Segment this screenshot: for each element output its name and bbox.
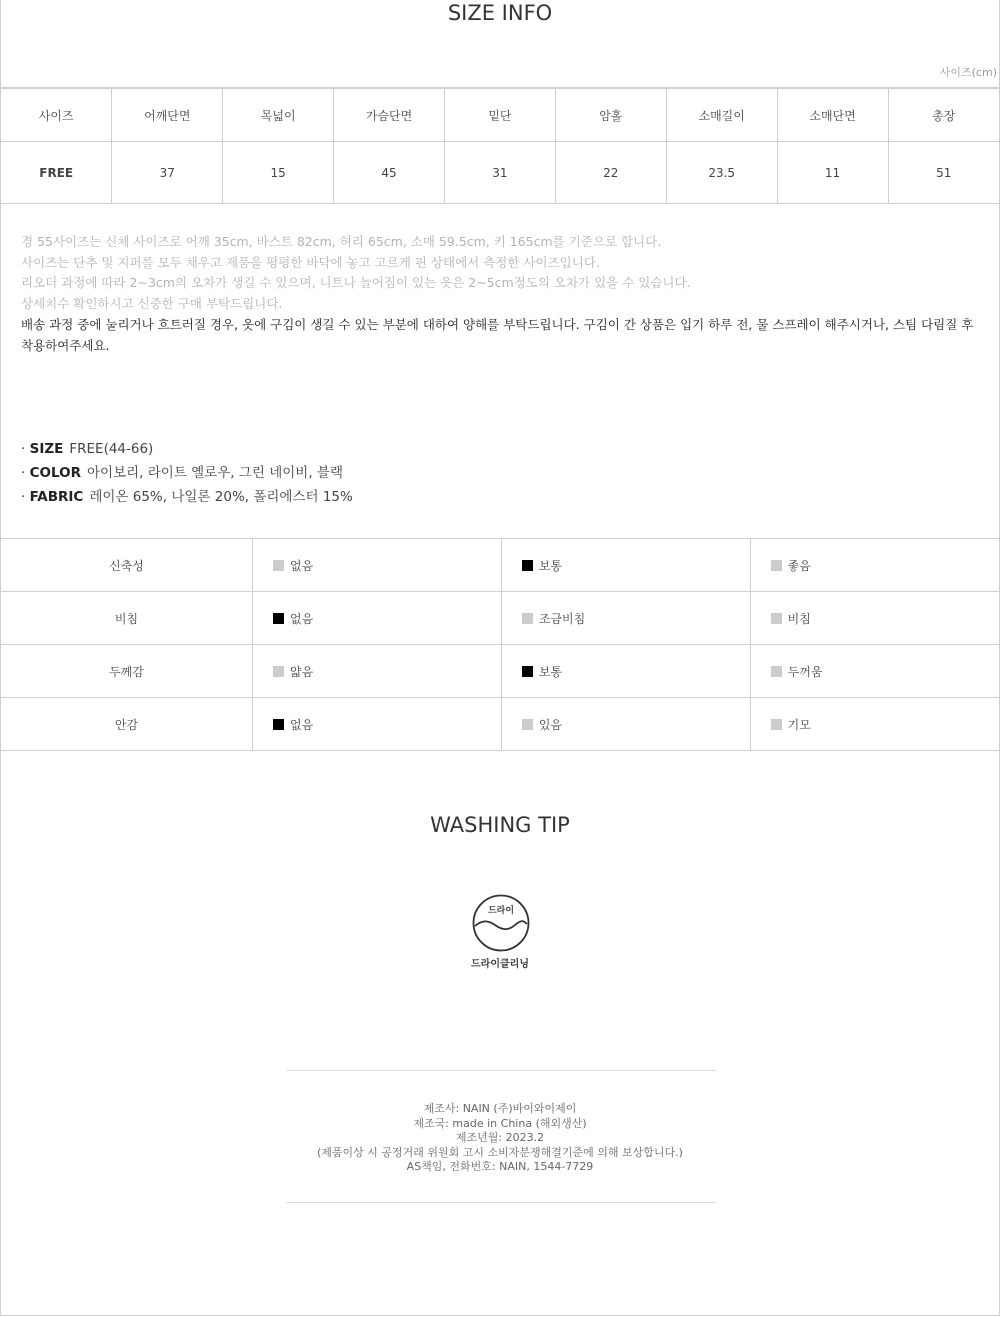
property-name: 두께감 (1, 645, 253, 698)
size-value-cell: FREE (1, 142, 112, 204)
property-option (501, 698, 750, 751)
dry-clean-label: 드라이클리닝 (471, 959, 529, 970)
spec-label: FABRIC (29, 489, 84, 505)
spec-label: COLOR (29, 465, 81, 481)
property-option (253, 645, 502, 698)
spec-label: SIZE (29, 441, 64, 457)
spec-fabric: · FABRIC 레이온 65%, 나일론 20%, 폴리에스터 15% (21, 489, 353, 505)
option-label: 비침 (787, 611, 811, 626)
option-box (522, 560, 533, 571)
property-option (253, 539, 502, 592)
maker-line: 제조국: made in China (해외생산) (413, 1116, 587, 1130)
option-label: 보통 (538, 558, 563, 573)
size-header-cell: 소매단면 (777, 89, 888, 142)
product-specs (21, 437, 353, 509)
size-header-cell: 사이즈 (1, 89, 112, 142)
option-box (273, 666, 284, 677)
property-option (750, 592, 999, 645)
property-option (501, 592, 750, 645)
maker-line: AS책임, 전화번호: NAIN, 1544-7729 (406, 1160, 594, 1173)
size-notes (21, 232, 989, 356)
size-header-cell: 밑단 (445, 89, 556, 142)
option-label: 조금비침 (538, 611, 586, 626)
size-info-title: SIZE INFO (447, 1, 553, 25)
option-box (771, 666, 782, 677)
note-line: 상세치수 확인하시고 신중한 구매 부탁드립니다. (21, 296, 283, 312)
spec-size: · SIZE FREE(44-66) (21, 441, 154, 457)
property-name: 비침 (1, 592, 253, 645)
property-row (1, 592, 999, 645)
spec-value: 레이온 65%, 나일론 20%, 폴리에스터 15% (89, 489, 353, 505)
size-value-cell: 37 (112, 142, 223, 204)
maker-line: 제조년월: 2023.2 (455, 1131, 545, 1144)
option-box (522, 613, 533, 624)
size-table (1, 88, 999, 204)
property-name: 안감 (1, 698, 253, 751)
size-header-cell: 어깨단면 (112, 89, 223, 142)
option-box (522, 666, 533, 677)
option-label: 없음 (290, 717, 314, 732)
option-label: 없음 (290, 558, 314, 573)
option-label: 두꺼움 (787, 664, 823, 679)
size-value-cell: 15 (223, 142, 334, 204)
option-box (771, 613, 782, 624)
option-box (771, 719, 782, 730)
size-value-cell: 45 (334, 142, 445, 204)
option-box (771, 560, 782, 571)
unit-note: 사이즈(cm) (939, 66, 997, 79)
divider (286, 1070, 716, 1071)
spec-value: FREE(44-66) (69, 441, 154, 457)
maker-line: (제품이상 시 공정거래 위원회 고시 소비자분쟁해결기준에 의해 보상합니다.) (317, 1145, 683, 1159)
note-line: 경 55사이즈는 신체 사이즈로 어깨 35cm, 바스트 82cm, 허리 65cm, 소매 59.5cm, 키 165cm를 기준으로 합니다. (21, 234, 662, 249)
property-option (501, 539, 750, 592)
property-table (1, 538, 999, 751)
option-label: 얇음 (290, 664, 314, 679)
dry-clean-icon (471, 893, 531, 953)
option-label: 보통 (538, 664, 563, 679)
note-line: 리오더 과정에 따라 2~3cm의 오차가 생길 수 있으며, 니트나 늘어짐이 있는 옷은 2~5cm정도의 오차가 있을 수 있습니다. (21, 275, 691, 291)
shipping-note: 배송 과정 중에 눌리거나 흐트러질 경우, 옷에 구김이 생길 수 있는 부분에 대하여 양해를 부탁드립니다. 구김이 간 상품은 입기 하루 전, 물 스프레이 해주시거나, 스팀 다림질 후 착용하여주세요. (21, 316, 974, 353)
size-header-cell: 총장 (888, 89, 999, 142)
size-value-cell: 11 (777, 142, 888, 204)
option-box (273, 719, 284, 730)
size-table-value-row (1, 142, 999, 204)
size-value-cell: 22 (555, 142, 666, 204)
option-box (522, 719, 533, 730)
option-label: 있음 (538, 717, 563, 732)
spec-color: · COLOR 아이보리, 라이트 옐로우, 그린 네이비, 블랙 (21, 465, 344, 481)
size-header-cell: 소매길이 (666, 89, 777, 142)
divider (286, 1202, 716, 1203)
manufacturer-info (1, 1102, 999, 1175)
property-option (253, 592, 502, 645)
property-option (750, 645, 999, 698)
property-option (501, 645, 750, 698)
note-line: 사이즈는 단추 및 지퍼를 모두 채우고 제품을 평평한 바닥에 놓고 고르게 핀 상태에서 측정한 사이즈입니다. (21, 254, 600, 270)
size-header-cell: 목넓이 (223, 89, 334, 142)
property-row (1, 539, 999, 592)
option-label: 없음 (290, 611, 314, 626)
spec-value: 아이보리, 라이트 옐로우, 그린 네이비, 블랙 (86, 465, 344, 481)
size-value-cell: 51 (888, 142, 999, 204)
property-option (750, 698, 999, 751)
property-row (1, 645, 999, 698)
option-label: 기모 (787, 717, 811, 732)
size-header-cell: 가슴단면 (334, 89, 445, 142)
size-table-header-row (1, 89, 999, 142)
option-label: 좋음 (787, 558, 811, 573)
property-name: 신축성 (1, 539, 253, 592)
property-row (1, 698, 999, 751)
washing-tip-title: WASHING TIP (430, 813, 570, 837)
size-header-cell: 암홀 (555, 89, 666, 142)
maker-line: 제조사: NAIN (주)바이와이제이 (423, 1102, 577, 1115)
size-value-cell: 31 (445, 142, 556, 204)
size-value-cell: 23.5 (666, 142, 777, 204)
option-box (273, 560, 284, 571)
dry-icon-text: 드라이 (487, 906, 515, 916)
property-option (750, 539, 999, 592)
property-option (253, 698, 502, 751)
option-box (273, 613, 284, 624)
